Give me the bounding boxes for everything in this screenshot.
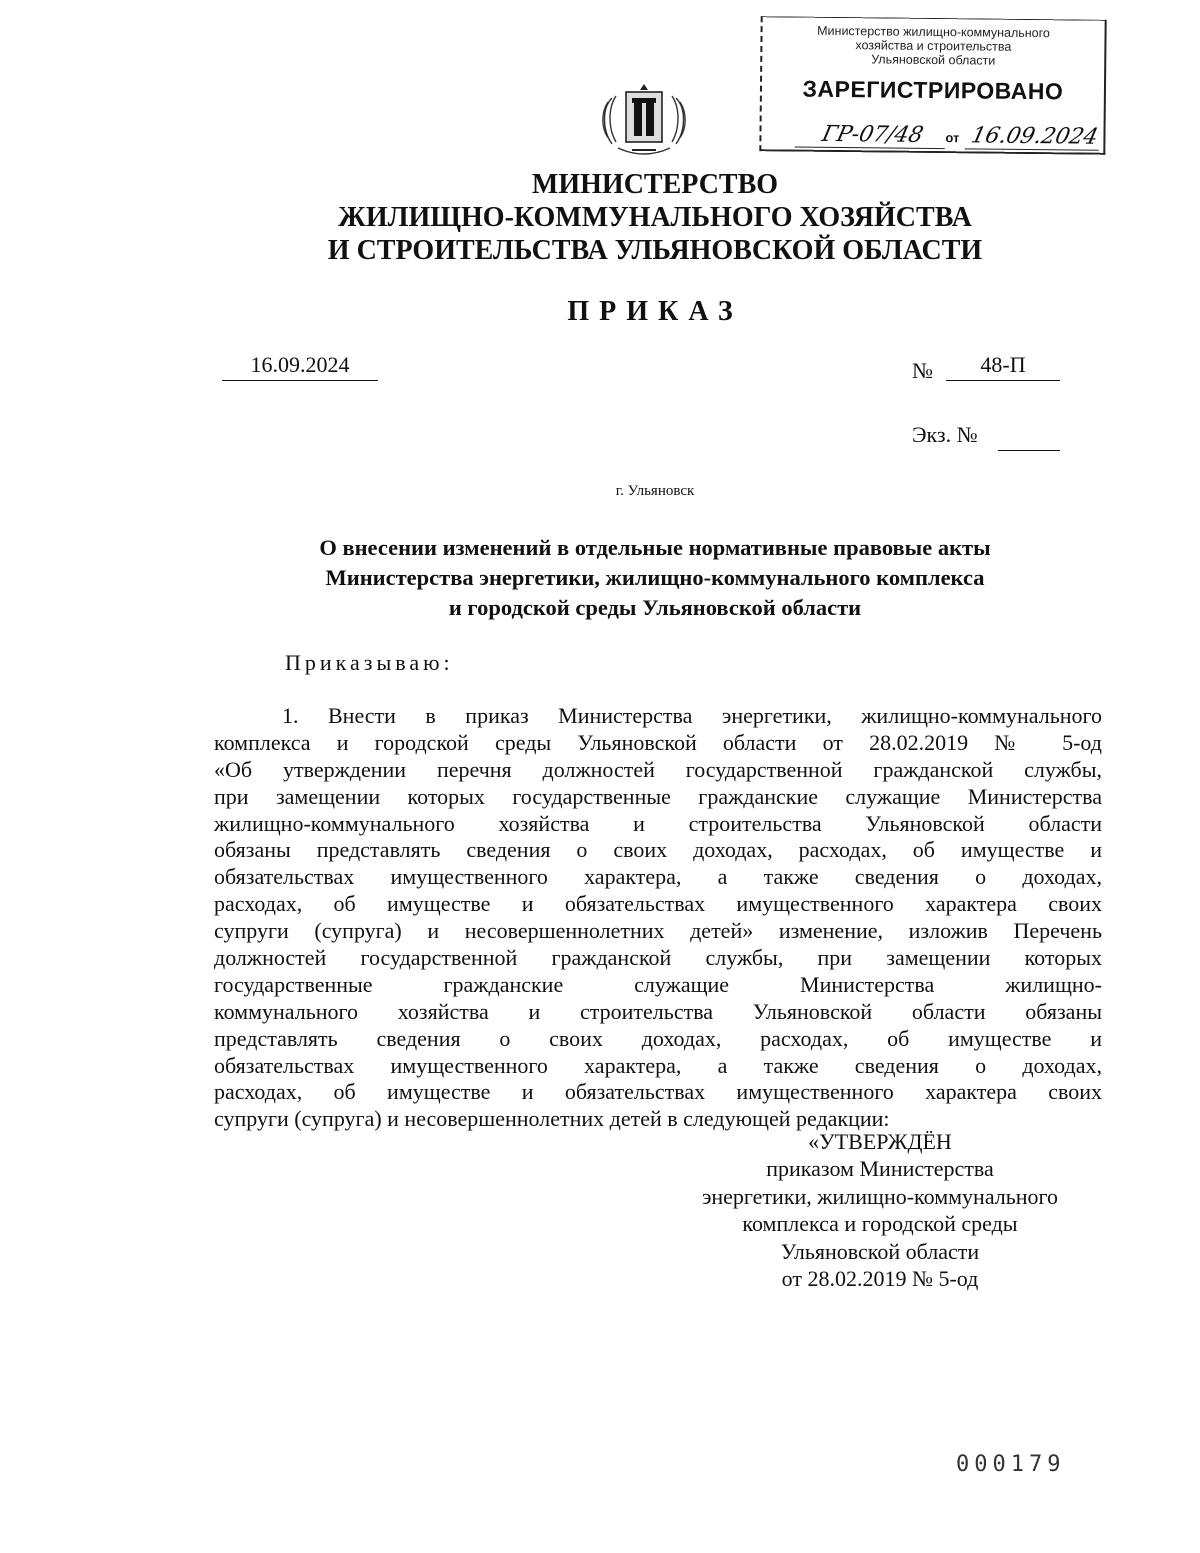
body-line: обязаны представлять сведения о своих доходах, расходах, об имуществе и — [214, 837, 1102, 863]
body-line: комплекса и городской среды Ульяновской области от 28.02.2019 № 5-од — [214, 729, 1102, 755]
page-number: 000179 — [956, 1452, 1066, 1477]
ministry-name-line: И СТРОИТЕЛЬСТВА УЛЬЯНОВСКОЙ ОБЛАСТИ — [327, 235, 983, 266]
body-line: супруги (супруга) и несовершеннолетних детей в следующей редакции: — [214, 1106, 890, 1132]
stamp-registration-line — [775, 121, 1101, 152]
stamp-org-line: Ульяновской области — [871, 52, 996, 68]
registration-stamp — [759, 16, 1106, 155]
order-date: 16.09.2024 — [222, 350, 378, 381]
body-line: расходах, об имуществе и обязательствах имущественного характера своих — [214, 891, 1102, 917]
approval-line: от 28.02.2019 № 5-од — [781, 1266, 979, 1292]
approval-block — [640, 1128, 1120, 1292]
city: г. Ульяновск — [615, 483, 695, 499]
body-line: расходах, об имуществе и обязательствах имущественного характера своих — [214, 1079, 1102, 1105]
body-line: супруги (супруга) и несовершеннолетних детей» изменение, изложив Перечень — [214, 918, 1102, 944]
approval-line: энергетики, жилищно-коммунального — [701, 1183, 1059, 1209]
approval-line: приказом Министерства — [766, 1156, 994, 1182]
stamp-org-line: Министерство жилищно-коммунального — [817, 23, 1050, 41]
approval-line: «УТВЕРЖДЁН — [808, 1129, 952, 1154]
coat-of-arms-icon — [598, 78, 690, 162]
body-line: при замещении которых государственные гражданские служащие Министерства — [214, 783, 1102, 809]
order-number: 48-П — [946, 350, 1060, 381]
body-line: жилищно-коммунального хозяйства и строительства Ульяновской области — [214, 810, 1102, 836]
copy-number-label: Экз. № — [912, 422, 978, 447]
approval-line: Ульяновской области — [780, 1238, 980, 1264]
copy-number-blank — [998, 450, 1060, 451]
subject-line: Министерства энергетики, жилищно-коммунального комплекса — [325, 565, 985, 590]
ministry-name-line: МИНИСТЕРСТВО — [531, 169, 779, 200]
order-subject — [200, 533, 1110, 623]
body-line: «Об утверждении перечня должностей государственной гражданской службы, — [214, 756, 1102, 782]
stamp-reg-date: 16.09.2024 — [965, 123, 1105, 150]
ministry-name-line: ЖИЛИЩНО-КОММУНАЛЬНОГО ХОЗЯЙСТВА — [338, 202, 972, 233]
order-word: Приказываю: — [285, 650, 454, 675]
subject-line: О внесении изменений в отдельные нормативные правовые акты — [319, 535, 991, 560]
body-line: представлять сведения о своих доходах, расходах, об имуществе и — [214, 1025, 1102, 1051]
body-line: коммунального хозяйства и строительства Ульяновской области обязаны — [214, 998, 1102, 1024]
subject-line: и городской среды Ульяновской области — [448, 595, 862, 620]
stamp-from-label: от — [945, 130, 960, 146]
ministry-name — [200, 168, 1110, 267]
body-line: обязательствах имущественного характера, а также сведения о доходах, — [214, 864, 1102, 890]
body-line: 1. Внести в приказ Министерства энергетики, жилищно-коммунального — [282, 703, 1102, 728]
stamp-org-line: хозяйства и строительства — [855, 38, 1012, 54]
order-body — [214, 703, 1102, 1133]
order-number-label: № — [912, 358, 933, 383]
body-line: должностей государственной гражданской службы, при замещении которых — [214, 945, 1102, 971]
stamp-reg-number: ГР-07/48 — [795, 122, 951, 150]
body-line: государственные гражданские служащие Министерства жилищно- — [214, 971, 1102, 997]
stamp-title: ЗАРЕГИСТРИРОВАНО — [802, 75, 1064, 105]
stamp-organization — [762, 23, 1104, 69]
approval-line: комплекса и городской среды — [742, 1211, 1018, 1237]
document-type: ПРИКАЗ — [567, 296, 743, 327]
body-line: обязательствах имущественного характера, а также сведения о доходах, — [214, 1052, 1102, 1078]
